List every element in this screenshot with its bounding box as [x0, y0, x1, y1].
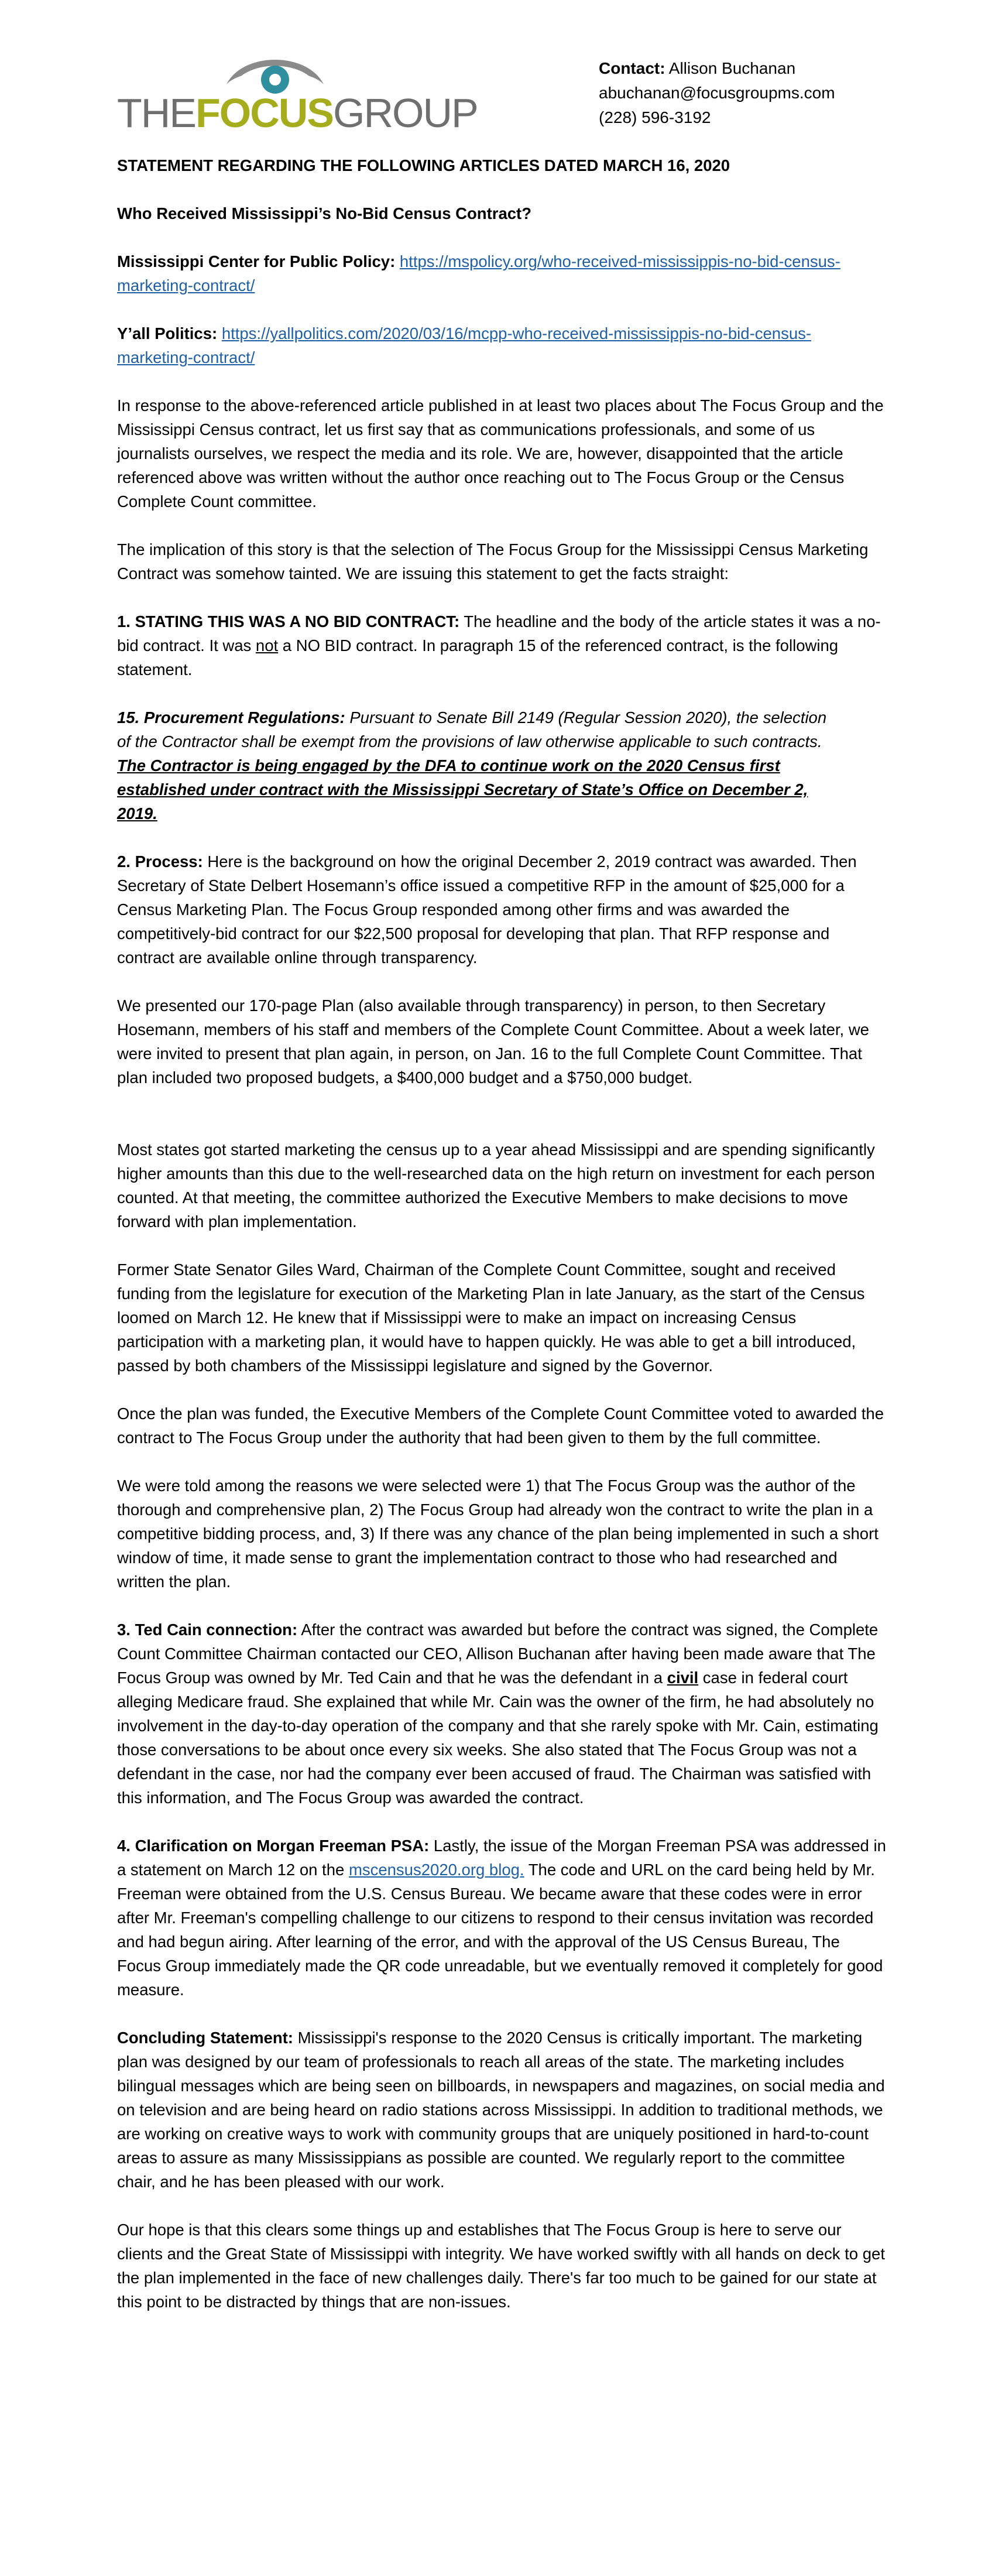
section-heading: 1. STATING THIS WAS A NO BID CONTRACT:: [117, 612, 460, 631]
contact-label: Contact:: [599, 59, 665, 77]
yallpolitics-link[interactable]: https://yallpolitics.com/2020/03/16/mcpp-who-received-mississippis-no-bid-census-marketing-contract/: [117, 324, 812, 366]
contact-block: [599, 56, 835, 130]
logo-wordmark: THEFOCUSGROUP: [117, 90, 478, 136]
paragraph-presented: We presented our 170-page Plan (also available through transparency) in person, to then Secretary Hosemann, members of his staff and members of the Complete Count Committee. About a week later, we were invited to present that plan again, in person, on Jan. 16 to the full Complete Count Committee. That plan included two proposed budgets, a $400,000 budget and a $750,000 budget.: [117, 996, 869, 1087]
paragraph-implication: The implication of this story is that the selection of The Focus Group for the Mississippi Census Marketing Contract was somehow tainted. We are issuing this statement to get the facts straight:: [117, 540, 869, 583]
section-heading: 3. Ted Cain connection:: [117, 1621, 298, 1639]
section-no-bid: 1. STATING THIS WAS A NO BID CONTRACT: The headline and the body of the article states it was a no-bid contract. It was not a NO BID contract. In paragraph 15 of the referenced contract, is the following statement.: [117, 612, 881, 679]
paragraph-funded: Once the plan was funded, the Executive Members of the Complete Count Committee voted to awarded the contract to The Focus Group under the authority that had been given to them by the full committee.: [117, 1405, 884, 1447]
source-label: Mississippi Center for Public Policy:: [117, 252, 396, 270]
spacer: [117, 1114, 887, 1138]
section-process: 2. Process: Here is the background on how the original December 2, 2019 contract was awarded. Then Secretary of State Delbert Hosemann’s office issued a competitive RFP in the amount of $25,000 for a Census Marketing Plan. The Focus Group responded among other firms and was awarded the competitively-bid contract for our $22,500 proposal for developing that plan. That RFP response and contract are available online through transparency.: [117, 852, 857, 967]
source-yallpolitics: [117, 321, 887, 369]
paragraph-ward: Former State Senator Giles Ward, Chairman of the Complete Count Committee, sought and received funding from the legislature for execution of the Marketing Plan in late January, as the start of the Census loomed on March 12. He knew that if Mississippi were to make an impact on increasing Census participation with a marketing plan, it would have to happen quickly. He was able to get a bill introduced, passed by both chambers of the Mississippi legislature and signed by the Governor.: [117, 1260, 865, 1375]
statement-title: STATEMENT REGARDING THE FOLLOWING ARTICLES DATED MARCH 16, 2020: [117, 156, 730, 174]
paragraph-intro: In response to the above-referenced article published in at least two places about The Focus Group and the Mississippi Census contract, let us first say that as communications professionals, and some of us journalists ourselves, we respect the media and its role. We are, however, disappointed that the article referenced above was written without the author once reaching out to The Focus Group or the Census Complete Count committee.: [117, 396, 884, 511]
statement-body: [117, 153, 887, 2338]
paragraph-hope: Our hope is that this clears some things up and establishes that The Focus Group is here to serve our clients and the Great State of Mississippi with integrity. We have worked swiftly with all hands on deck to get the plan implemented in the face of new challenges daily. There's far too much to be gained for our state at this point to be distracted by things that are non-issues.: [117, 2221, 885, 2311]
contact-name-line: [599, 56, 835, 81]
paragraph-states: Most states got started marketing the census up to a year ahead Mississippi and are spending significantly higher amounts than this due to the well-researched data on the high return on investment for each person counted. At that meeting, the committee authorized the Executive Members to make decisions to move forward with plan implementation.: [117, 1140, 875, 1231]
section-morgan-freeman: 4. Clarification on Morgan Freeman PSA: Lastly, the issue of the Morgan Freeman PSA was addressed in a statement on March 12 on the mscensus2020.org blog. The code and URL on the card being held by Mr. Freeman were obtained from the U.S. Census Bureau. We became aware that these codes were in error after Mr. Freeman's compelling challenge to our citizens to respond to their census invitation was recorded and had begun airing. After learning of the error, and with the approval of the US Census Bureau, The Focus Group immediately made the QR code unreadable, but we eventually removed it completely for good measure.: [117, 1837, 886, 1999]
paragraph-reasons: We were told among the reasons we were selected were 1) that The Focus Group was the author of the thorough and comprehensive plan, 2) The Focus Group had already won the contract to write the plan in a competitive bidding process, and, 3) If there was any chance of the plan being implemented in such a short window of time, it made sense to grant the implementation contract to those who had researched and written the plan.: [117, 1477, 879, 1591]
section-ted-cain: 3. Ted Cain connection: After the contract was awarded but before the contract was signed, the Complete Count Committee Chairman contacted our CEO, Allison Buchanan after having been made aware that The Focus Group was owned by Mr. Ted Cain and that he was the defendant in a civil case in federal court alleging Medicare fraud. She explained that while Mr. Cain was the owner of the firm, he had absolutely no involvement in the day-to-day operation of the company and that she rarely spoke with Mr. Cain, estimating those conversations to be about once every six weeks. She also stated that The Focus Group was not a defendant in the case, nor had the company ever been accused of fraud. The Chairman was satisfied with this information, and The Focus Group was awarded the contract.: [117, 1621, 879, 1807]
mscensus-blog-link[interactable]: mscensus2020.org blog.: [348, 1861, 524, 1879]
contact-email: abuchanan@focusgroupms.com: [599, 84, 835, 102]
section-heading: 4. Clarification on Morgan Freeman PSA:: [117, 1837, 430, 1855]
contract-quote: 15. Procurement Regulations: Pursuant to Senate Bill 2149 (Regular Session 2020), the selection of the Contractor shall be exempt from the provisions of law otherwise applicable to such contracts. The Contractor is being engaged by the DFA to continue work on the 2020 Census first established under contract with the Mississippi Secretary of State’s Office on December 2, 2019.: [117, 708, 827, 823]
company-logo: [117, 47, 478, 136]
section-heading: 2. Process:: [117, 852, 203, 871]
source-mspolicy: [117, 249, 887, 297]
contact-name: Allison Buchanan: [668, 59, 796, 77]
contact-phone: (228) 596-3192: [599, 108, 711, 126]
section-concluding: Concluding Statement: Mississippi's response to the 2020 Census is critically important. The marketing plan was designed by our team of professionals to reach all areas of the state. The marketing includes bilingual messages which are being seen on billboards, in newspapers and magazines, on social media and on television and are being heard on radio stations across Mississippi. In addition to traditional methods, we are working on creative ways to work with community groups that are uniquely positioned in hard-to-count areas to assure as many Mississippians as possible are counted. We regularly report to the committee chair, and he has been pleased with our work.: [117, 2029, 885, 2191]
source-label: Y’all Politics:: [117, 324, 218, 342]
quote-emphasis: The Contractor is being engaged by the DFA to continue work on the 2020 Census first established under contract with the Mississippi Secretary of State’s Office on December 2, 2019.: [117, 756, 808, 823]
section-heading: Concluding Statement:: [117, 2029, 293, 2047]
quote-heading: 15. Procurement Regulations:: [117, 708, 345, 727]
article-title: Who Received Mississippi’s No-Bid Census Contract?: [117, 204, 531, 222]
mspolicy-link[interactable]: https://mspolicy.org/who-received-mississippis-no-bid-census-marketing-contract/: [117, 252, 840, 294]
